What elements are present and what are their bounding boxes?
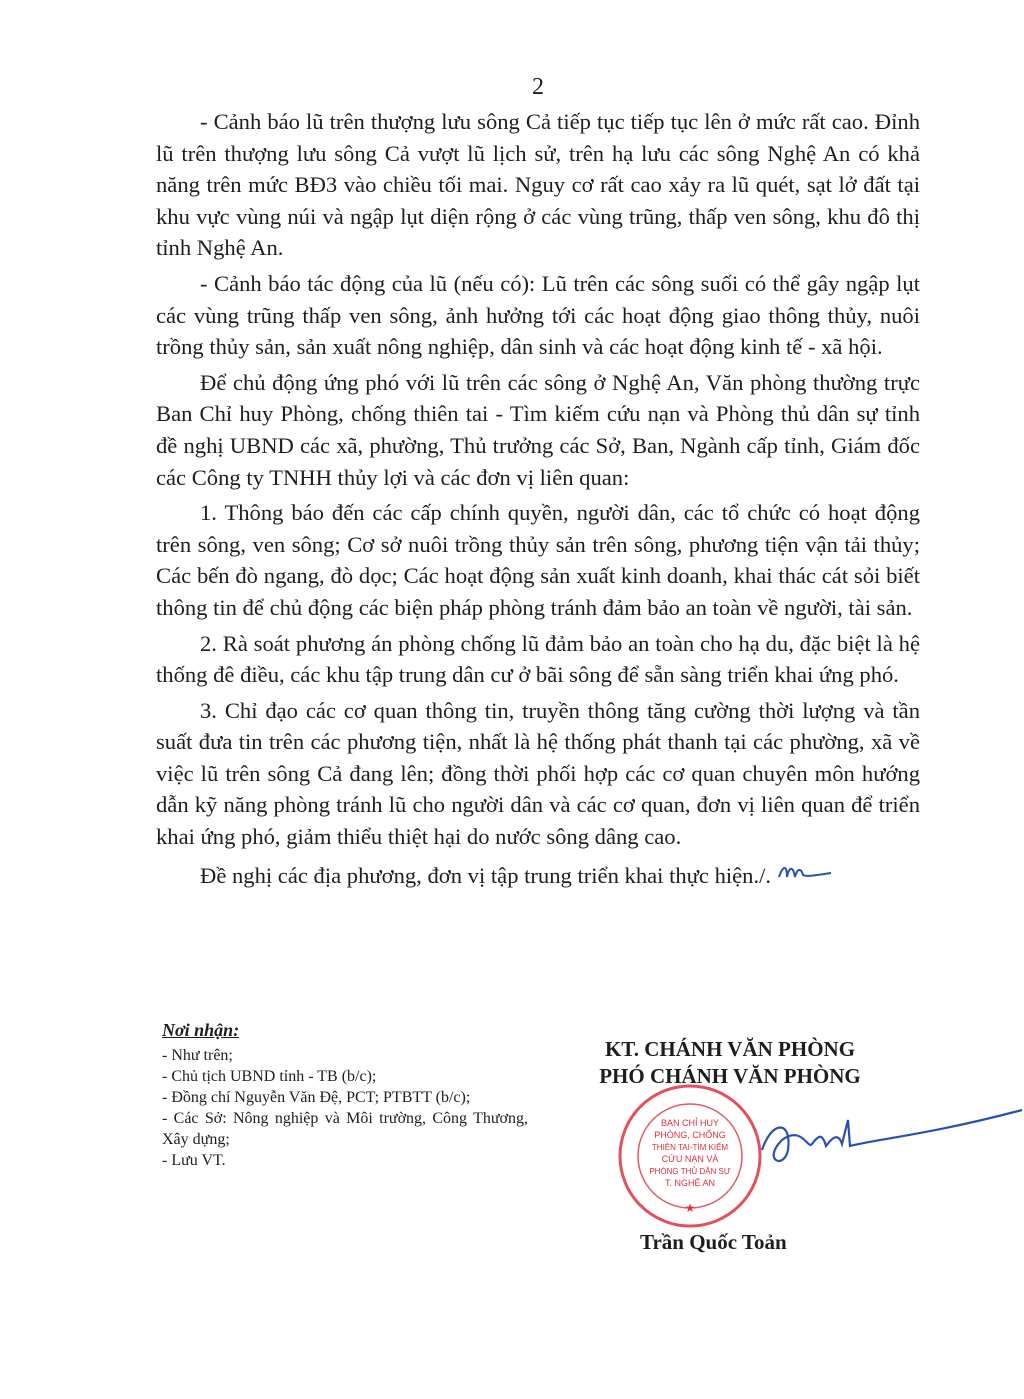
closing-text: Đề nghị các địa phương, đơn vị tập trung triển khai thực hiện./. — [200, 862, 772, 888]
paragraph-impact-warning: - Cảnh báo tác động của lũ (nếu có): Lũ trên các sông suối có thể gây ngập lụt các vùng trũng thấp ven sông, ảnh hưởng tới các hoạt động giao thông thủy, nuôi trồng thủy sản, sản xuất nông nghiệp, dân sinh và các hoạt động kinh tế - xã hội. — [156, 270, 920, 360]
svg-text:PHÒNG, CHỐNG: PHÒNG, CHỐNG — [654, 1130, 726, 1140]
initials-mark — [777, 857, 833, 883]
signature-title-2: PHÓ CHÁNH VĂN PHÒNG — [599, 1064, 861, 1088]
recipient-item: - Chủ tịch UBND tỉnh - TB (b/c); — [162, 1068, 377, 1085]
paragraph-item-3: 3. Chỉ đạo các cơ quan thông tin, truyền thông tăng cường thời lượng và tần suất đưa tin trên các phương tiện, nhất là hệ thống phát thanh tại các phường, xã về việc lũ trên sông Cả đang lên; đồng thời phối hợp các cơ quan chuyên môn hướng dẫn kỹ năng phòng tránh lũ cho người dân và các cơ quan, đơn vị liên quan để triển khai ứng phó, giảm thiểu thiệt hại do nước sông dâng cao. — [156, 697, 920, 850]
svg-text:★: ★ — [684, 1201, 696, 1215]
paragraph-closing-row — [156, 857, 920, 892]
svg-text:T. NGHỆ AN: T. NGHỆ AN — [664, 1178, 716, 1188]
svg-text:BAN CHỈ HUY: BAN CHỈ HUY — [660, 1118, 720, 1128]
document-body — [156, 106, 920, 895]
recipients-heading: Nơi nhận: — [162, 1020, 240, 1040]
recipient-item: - Đồng chí Nguyễn Văn Đệ, PCT; PTBTT (b/c); — [162, 1089, 471, 1106]
recipient-item: - Các Sở: Nông nghiệp và Môi trường, Công Thương, Xây dựng; — [162, 1110, 528, 1148]
signer-name: Trần Quốc Toản — [640, 1230, 787, 1254]
recipient-item: - Như trên; — [162, 1047, 233, 1064]
page-number: 2 — [532, 74, 544, 100]
signature-title-1: KT. CHÁNH VĂN PHÒNG — [604, 1037, 856, 1061]
stamp-and-signature — [612, 1080, 1024, 1240]
handwritten-signature-icon — [762, 1110, 1022, 1161]
paragraph-request: Để chủ động ứng phó với lũ trên các sông ở Nghệ An, Văn phòng thường trực Ban Chỉ huy Phòng, chống thiên tai - Tìm kiếm cứu nạn và Phòng thủ dân sự tỉnh đề nghị UBND các xã, phường, Thủ trưởng các Sở, Ban, Ngành cấp tỉnh, Giám đốc các Công ty TNHH thủy lợi và các đơn vị liên quan: — [156, 369, 920, 490]
recipients-block — [162, 1020, 528, 1171]
recipient-item: - Lưu VT. — [162, 1152, 226, 1169]
paragraph-item-2: 2. Rà soát phương án phòng chống lũ đảm bảo an toàn cho hạ du, đặc biệt là hệ thống đê điều, các khu tập trung dân cư ở bãi sông để sẵn sàng triển khai ứng phó. — [156, 630, 920, 688]
paragraph-flood-warning: - Cảnh báo lũ trên thượng lưu sông Cả tiếp tục tiếp tục lên ở mức rất cao. Đỉnh lũ trên thượng lưu sông Cả vượt lũ lịch sử, trên hạ lưu các sông Nghệ An có khả năng trên mức BĐ3 vào chiều tối mai. Nguy cơ rất cao xảy ra lũ quét, sạt lở đất tại khu vực vùng núi và ngập lụt diện rộng ở các vùng trũng, thấp ven sông, khu đô thị tỉnh Nghệ An. — [156, 109, 920, 261]
svg-text:THIÊN TAI-TÌM KIẾM: THIÊN TAI-TÌM KIẾM — [651, 1143, 729, 1152]
svg-text:PHÒNG THỦ DÂN SỰ: PHÒNG THỦ DÂN SỰ — [649, 1167, 731, 1176]
svg-text:CỨU NẠN VÀ: CỨU NẠN VÀ — [661, 1154, 719, 1164]
recipients-list — [162, 1045, 528, 1171]
paragraph-item-1: 1. Thông báo đến các cấp chính quyền, người dân, các tổ chức có hoạt động trên sông, ven sông; Cơ sở nuôi trồng thủy sản trên sông, phương tiện vận tải thủy; Các bến đò ngang, đò dọc; Các hoạt động sản xuất kinh doanh, khai thác cát sỏi biết thông tin để chủ động các biện pháp phòng tránh đảm bảo an toàn về người, tài sản. — [156, 500, 920, 620]
official-stamp-icon — [620, 1086, 760, 1226]
